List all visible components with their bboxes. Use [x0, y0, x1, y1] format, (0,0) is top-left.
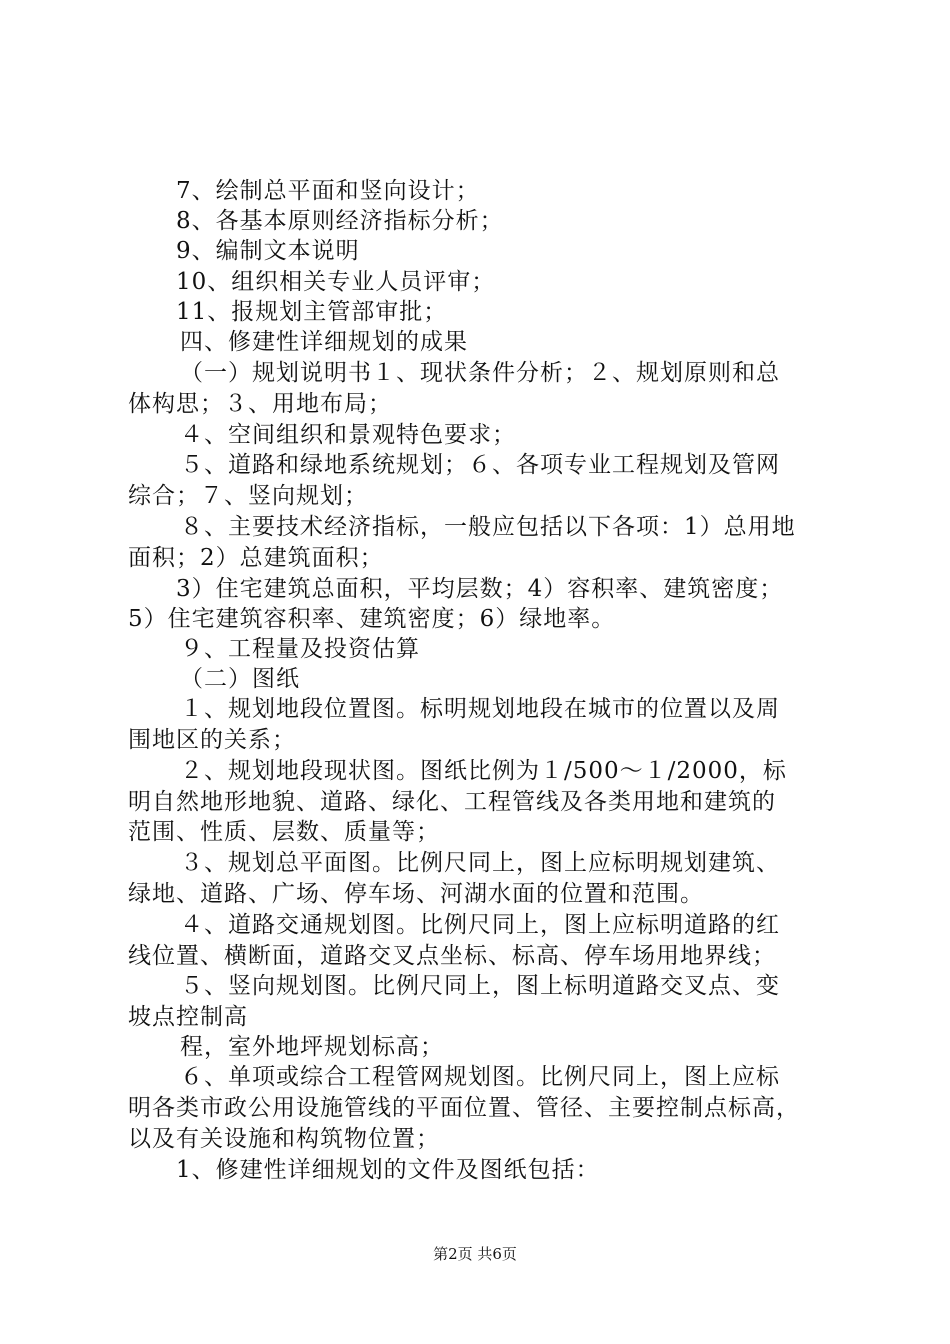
text-line: ４、道路交通规划图。比例尺同上，图上应标明道路的红	[180, 912, 780, 938]
text-line: 围地区的关系；	[128, 727, 296, 753]
text-line: 以及有关设施和构筑物位置；	[128, 1126, 440, 1152]
text-line: 线位置、横断面，道路交叉点坐标、标高、停车场用地界线；	[128, 943, 776, 969]
text-line: ５、道路和绿地系统规划；６、各项专业工程规划及管网	[180, 452, 780, 478]
text-line: ９、工程量及投资估算	[180, 636, 420, 662]
text-line: 3）住宅建筑总面积，平均层数；4）容积率、建筑密度；	[176, 576, 784, 602]
text-line: 7、绘制总平面和竖向设计；	[176, 178, 480, 204]
section-heading: （二）图纸	[180, 666, 300, 692]
text-line: ５、竖向规划图。比例尺同上，图上标明道路交叉点、变	[180, 973, 780, 999]
text-line: 绿地、道路、广场、停车场、河湖水面的位置和范围。	[128, 881, 704, 907]
text-line: 坡点控制高	[128, 1004, 248, 1030]
text-line: ２、规划地段现状图。图纸比例为１/500～１/2000，标	[180, 758, 787, 784]
text-line: ３、规划总平面图。比例尺同上，图上应标明规划建筑、	[180, 850, 780, 876]
text-line: 体构思；３、用地布局；	[128, 391, 392, 417]
text-line: 综合；７、竖向规划；	[128, 483, 368, 509]
text-line: 9、编制文本说明	[176, 238, 360, 264]
text-line: 10、组织相关专业人员评审；	[176, 269, 496, 295]
text-line: 5）住宅建筑容积率、建筑密度；6）绿地率。	[128, 606, 616, 632]
text-line: 8、各基本原则经济指标分析；	[176, 208, 504, 234]
text-line: 程，室外地坪规划标高；	[180, 1034, 444, 1060]
page-footer: 第2页 共6页	[433, 1245, 517, 1263]
text-line: 1、修建性详细规划的文件及图纸包括：	[176, 1157, 600, 1183]
text-line: 明自然地形地貌、道路、绿化、工程管线及各类用地和建筑的	[128, 789, 776, 815]
text-line: （一）规划说明书１、现状条件分析；２、规划原则和总	[180, 360, 780, 386]
text-line: 明各类市政公用设施管线的平面位置、管径、主要控制点标高，	[128, 1095, 800, 1121]
text-line: １、规划地段位置图。标明规划地段在城市的位置以及周	[180, 696, 780, 722]
text-line: 范围、性质、层数、质量等；	[128, 819, 440, 845]
section-heading: 四、修建性详细规划的成果	[180, 329, 468, 355]
text-line: 11、报规划主管部审批；	[176, 299, 448, 325]
text-line: ８、主要技术经济指标，一般应包括以下各项：1）总用地	[180, 514, 796, 540]
text-line: ６、单项或综合工程管网规划图。比例尺同上，图上应标	[180, 1064, 780, 1090]
text-line: ４、空间组织和景观特色要求；	[180, 422, 516, 448]
text-line: 面积；2）总建筑面积；	[128, 545, 384, 571]
